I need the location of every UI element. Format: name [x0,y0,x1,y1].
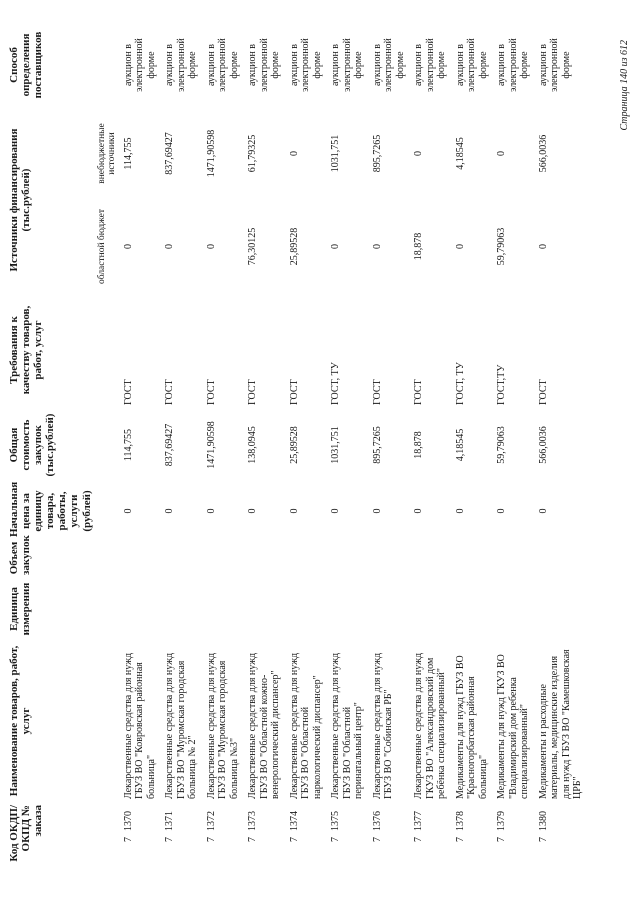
row-qty [203,539,245,577]
table-row [244,23,286,865]
row-price: 0 [371,508,383,514]
row-method: аукцион в электронной форме [454,38,489,92]
table-row [493,23,535,865]
row-cost: 59,79063 [496,426,508,464]
row-name: Медикаменты для нужд ГКУЗ ВО "Владимирский дом ребенка специализированный" [496,654,531,799]
table-row [161,23,203,865]
row-qty [244,539,286,577]
row-qty [286,539,328,577]
row-price: 0 [454,508,466,514]
row-method: аукцион в электронной форме [288,38,323,92]
row-source-extra: 837,69427 [164,132,176,175]
row-name: Лекарственные средства для нужд ГБУЗ ВО "Областной перинатальный центр" [330,652,365,799]
row-code: 7 [205,837,217,842]
header-source: Источники финансирования (тыс.рублей) [8,128,33,272]
row-unit [244,577,286,641]
row-name: Лекарственные средства для нужд ГБУЗ ВО "Муромская городская больница №3" [205,652,240,799]
table-row [410,23,452,865]
row-name: Лекарственные средства для нужд ГБУЗ ВО "Областной наркологический диспансер" [288,652,323,799]
header-method: Способ определения поставщиков [8,31,45,99]
row-name: Медикаменты для нужд ГБУЗ ВО "Красногорбатская районная больница" [454,655,489,799]
header-name: Наименование товаров, работ, услуг [8,645,33,797]
row-name: Лекарственные средства для нужд ГБУЗ ВО "Областной кожно-венерологический диспансер" [247,652,282,799]
row-qty [535,539,588,577]
row-cost: 25,89528 [288,426,300,464]
row-method: аукцион в электронной форме [122,38,157,92]
row-requirements: ГОСТ [122,379,134,405]
row-number: 1376 [371,811,383,831]
row-source-extra: 0 [288,151,300,156]
row-number: 1375 [330,811,342,831]
table-subheader-row [95,23,120,865]
row-source-regional: 25,89528 [288,227,300,266]
row-cost: 1031,751 [330,426,342,464]
row-source-extra: 0 [413,151,425,156]
row-number: 1377 [413,811,425,831]
header-okdp: Код ОКДП/ ОКПД № заказа [8,805,45,862]
row-unit [535,577,588,641]
row-cost: 138,0945 [247,426,259,464]
header-unit: Единица измерения [8,582,33,636]
row-source-regional: 76,30125 [247,227,259,266]
row-source-extra: 114,755 [122,137,134,170]
row-unit [452,577,494,641]
row-method: аукцион в электронной форме [164,38,199,92]
row-unit [493,577,535,641]
table-row [327,23,369,865]
row-method: аукцион в электронной форме [496,38,531,92]
row-number: 1378 [454,811,466,831]
row-code: 7 [288,837,300,842]
row-requirements: ГОСТ, ТУ [454,362,466,405]
row-source-extra: 1031,751 [330,134,342,173]
row-source-extra: 566,0036 [537,134,549,173]
header-cost: Общая стоимость закупок (тыс.рублей) [8,413,57,477]
row-method: аукцион в электронной форме [330,38,365,92]
row-number: 1370 [122,811,134,831]
row-code: 7 [164,837,176,842]
row-name: Лекарственные средства для нужд ГБУЗ ВО "Собинская РБ" [371,652,395,799]
table-row [369,23,411,865]
row-cost: 4,18545 [454,428,466,462]
row-qty [327,539,369,577]
row-source-extra: 61,79325 [247,134,259,173]
row-name: Медикаменты и расходные материалы, медицинские изделия для нужд ГБУЗ ВО "Камешковская ЦРБ" [537,649,584,799]
row-source-extra: 895,7265 [371,134,383,173]
row-requirements: ГОСТ [288,379,300,405]
row-qty [493,539,535,577]
row-requirements: ГОСТ, ТУ [330,362,342,405]
row-source-regional: 0 [122,244,134,249]
table-body [120,23,588,865]
row-qty [452,539,494,577]
row-unit [161,577,203,641]
row-source-regional: 0 [164,244,176,249]
row-unit [327,577,369,641]
procurement-table [6,23,588,865]
row-price: 0 [122,508,134,514]
row-unit [203,577,245,641]
row-cost: 1471,90598 [205,421,217,469]
row-code: 7 [454,837,466,842]
row-price: 0 [164,508,176,514]
row-price: 0 [205,508,217,514]
row-number: 1373 [247,811,259,831]
row-requirements: ГОСТ [371,379,383,405]
row-requirements: ГОСТ [164,379,176,405]
row-source-regional: 0 [205,244,217,249]
table-row [203,23,245,865]
row-source-regional: 59,79063 [496,227,508,266]
row-cost: 566,0036 [537,426,549,464]
row-code: 7 [371,837,383,842]
header-requirements: Требования к качеству товаров, работ, услуг [8,305,45,395]
row-source-extra: 1471,90598 [205,129,217,178]
row-code: 7 [247,837,259,842]
row-number: 1380 [537,811,549,831]
table-row [535,23,588,865]
row-source-extra: 0 [496,151,508,156]
row-code: 7 [330,837,342,842]
row-qty [369,539,411,577]
row-price: 0 [537,508,549,514]
row-qty [161,539,203,577]
row-price: 0 [496,508,508,514]
row-requirements: ГОСТ [247,379,259,405]
row-source-regional: 0 [537,244,549,249]
row-number: 1371 [164,811,176,831]
row-cost: 895,7265 [371,426,383,464]
row-source-regional: 18,878 [413,232,425,261]
row-source-regional: 0 [371,244,383,249]
row-requirements: ГОСТ [413,379,425,405]
row-qty [410,539,452,577]
row-unit [120,577,162,641]
row-cost: 18,878 [413,431,425,459]
row-number: 1372 [205,811,217,831]
row-source-regional: 0 [330,244,342,249]
row-requirements: ГОСТ [537,379,549,405]
row-code: 7 [496,837,508,842]
row-source-extra: 4,18545 [454,137,466,170]
row-name: Лекарственные средства для нужд ГБУЗ ВО "Муромская городская больница № 2" [164,652,199,799]
table-row [120,23,162,865]
header-qty: Объем закупок [8,535,33,575]
row-requirements: ГОСТ [205,379,217,405]
row-method: аукцион в электронной форме [537,38,572,92]
table-row [286,23,328,865]
row-source-regional: 0 [454,244,466,249]
row-requirements: ГОСТ,ТУ [496,364,508,405]
row-cost: 114,755 [122,428,134,462]
row-code: 7 [537,837,549,842]
row-code: 7 [122,837,134,842]
row-method: аукцион в электронной форме [413,38,448,92]
row-price: 0 [413,508,425,514]
row-price: 0 [247,508,259,514]
table-row [452,23,494,865]
row-method: аукцион в электронной форме [205,38,240,92]
row-number: 1379 [496,811,508,831]
row-name: Лекарственные средства для нужд ГБУЗ ВО "Ковровская районная больница" [122,652,157,799]
table-header-row [6,23,95,865]
header-price: Начальная цена за единицу товара, работы, услуги (рублей) [8,481,93,537]
row-unit [369,577,411,641]
page-footer: Страница 140 из 612 [618,40,630,131]
row-code: 7 [413,837,425,842]
header-source-regional: областной бюджет [96,208,107,285]
row-qty [120,539,162,577]
row-number: 1374 [288,811,300,831]
row-name: Лекарственные средства для нужд ГКУЗ ВО "Александровский дом ребёнка специализированный" [413,652,448,799]
row-price: 0 [330,508,342,514]
row-unit [286,577,328,641]
row-price: 0 [288,508,300,514]
row-cost: 837,69427 [164,423,176,467]
header-source-extra: внебюджетные источники [96,123,118,184]
row-method: аукцион в электронной форме [247,38,282,92]
row-method: аукцион в электронной форме [371,38,406,92]
row-unit [410,577,452,641]
